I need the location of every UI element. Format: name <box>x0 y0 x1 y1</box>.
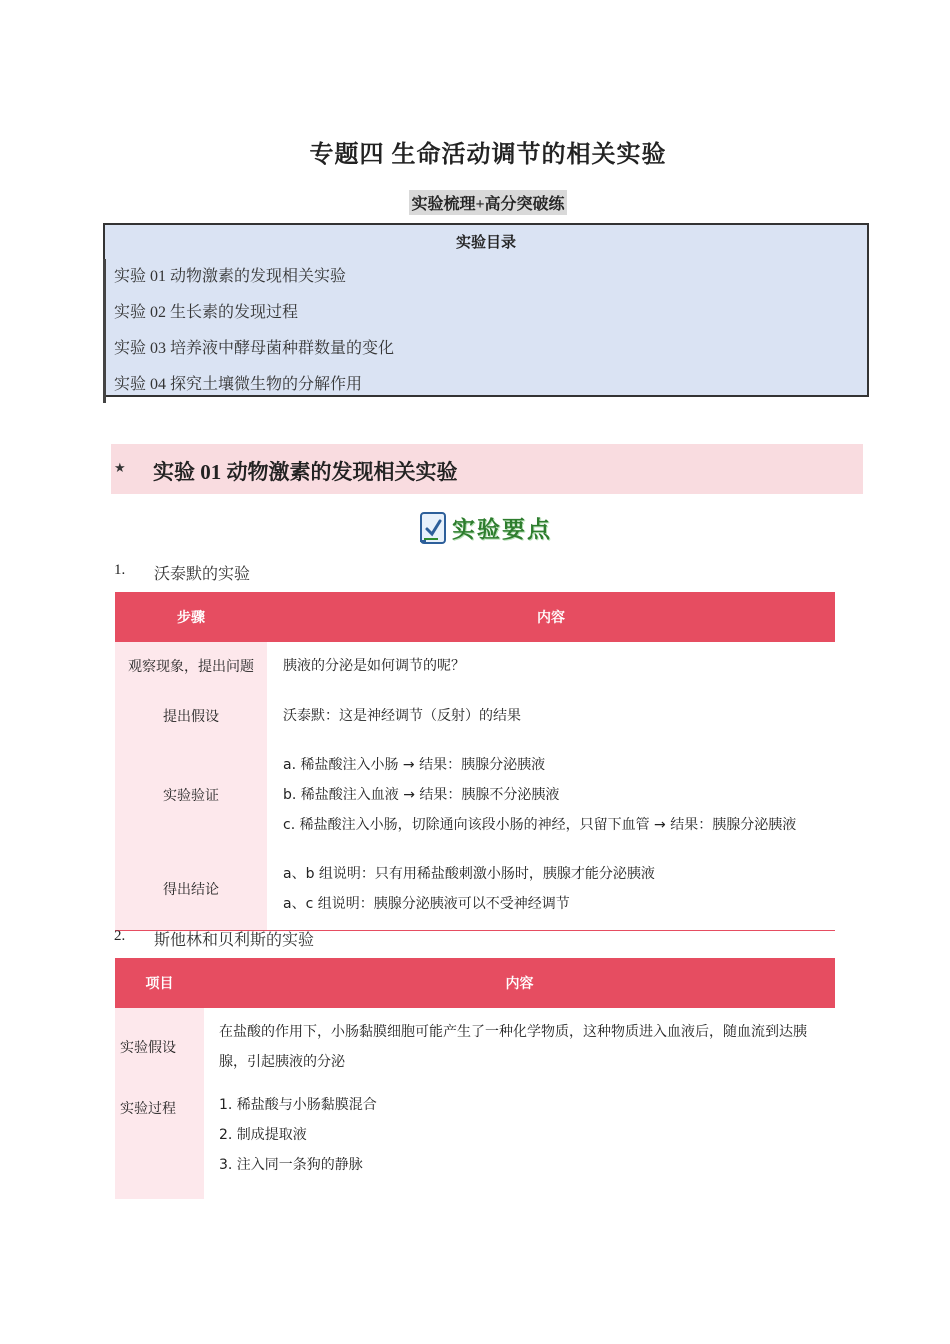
toc-heading: 实验目录 <box>455 233 516 251</box>
toc-item[interactable]: 实验 01 动物激素的发现相关实验 <box>103 259 867 295</box>
content-line: a、b 组说明：只有用稀盐酸刺激小肠时，胰腺才能分泌胰液 <box>283 866 655 882</box>
table-row <box>115 1008 835 1086</box>
column-header: 内容 <box>267 592 835 642</box>
toc-item[interactable]: 实验 02 生长素的发现过程 <box>103 295 867 331</box>
content-line: b. 稀盐酸注入血液 → 结果：胰腺不分泌胰液 <box>283 787 560 803</box>
content-line: 在盐酸的作用下，小肠黏膜细胞可能产生了一种化学物质，这种物质进入血液后，随血流到达胰腺，引起胰液的分泌 <box>219 1024 807 1070</box>
page-subtitle: 实验梳理+高分突破练 <box>409 190 566 215</box>
column-header: 项目 <box>115 958 204 1008</box>
section-title: 实验 01 动物激素的发现相关实验 <box>153 460 458 484</box>
step-cell: 提出假设 <box>115 690 267 742</box>
table-row <box>115 848 835 931</box>
list-number: 2. <box>114 928 126 944</box>
content-line: 2. 制成提取液 <box>219 1127 307 1143</box>
starling-bayliss-table <box>115 958 835 1199</box>
step-cell: 观察现象，提出问题 <box>115 642 267 690</box>
content-line: a、c 组说明：胰腺分泌胰液可以不受神经调节 <box>283 896 570 912</box>
table-row <box>115 690 835 742</box>
table-of-contents <box>103 223 869 397</box>
list-number: 1. <box>114 562 126 578</box>
table-row <box>115 1086 835 1199</box>
table-row <box>115 642 835 690</box>
item-cell: 实验过程 <box>115 1086 204 1199</box>
wotaimo-experiment-table <box>115 592 835 931</box>
checklist-icon <box>418 511 450 550</box>
item-cell: 实验假设 <box>115 1008 204 1086</box>
star-icon: ★ <box>114 461 126 476</box>
column-header: 步骤 <box>115 592 267 642</box>
content-line: 3. 注入同一条狗的静脉 <box>219 1157 363 1173</box>
table-row <box>115 742 835 848</box>
content-line: 胰液的分泌是如何调节的呢？ <box>283 658 465 674</box>
toc-item[interactable]: 实验 04 探究土壤微生物的分解作用 <box>103 367 867 403</box>
experiment-caption: 斯他林和贝利斯的实验 <box>154 932 315 949</box>
content-line: c. 稀盐酸注入小肠，切除通向该段小肠的神经，只留下血管 → 结果：胰腺分泌胰液 <box>283 817 797 833</box>
content-line: a. 稀盐酸注入小肠 → 结果：胰腺分泌胰液 <box>283 757 546 773</box>
content-line: 沃泰默：这是神经调节（反射）的结果 <box>283 708 521 724</box>
step-cell: 实验验证 <box>115 742 267 848</box>
page-title: 专题四 生命活动调节的相关实验 <box>309 142 667 168</box>
experiment-caption: 沃泰默的实验 <box>154 566 251 583</box>
content-line: 1. 稀盐酸与小肠黏膜混合 <box>219 1097 377 1113</box>
column-header: 内容 <box>204 958 835 1008</box>
key-points-label: 实验要点 <box>452 517 552 542</box>
step-cell: 得出结论 <box>115 848 267 931</box>
toc-item[interactable]: 实验 03 培养液中酵母菌种群数量的变化 <box>103 331 867 367</box>
